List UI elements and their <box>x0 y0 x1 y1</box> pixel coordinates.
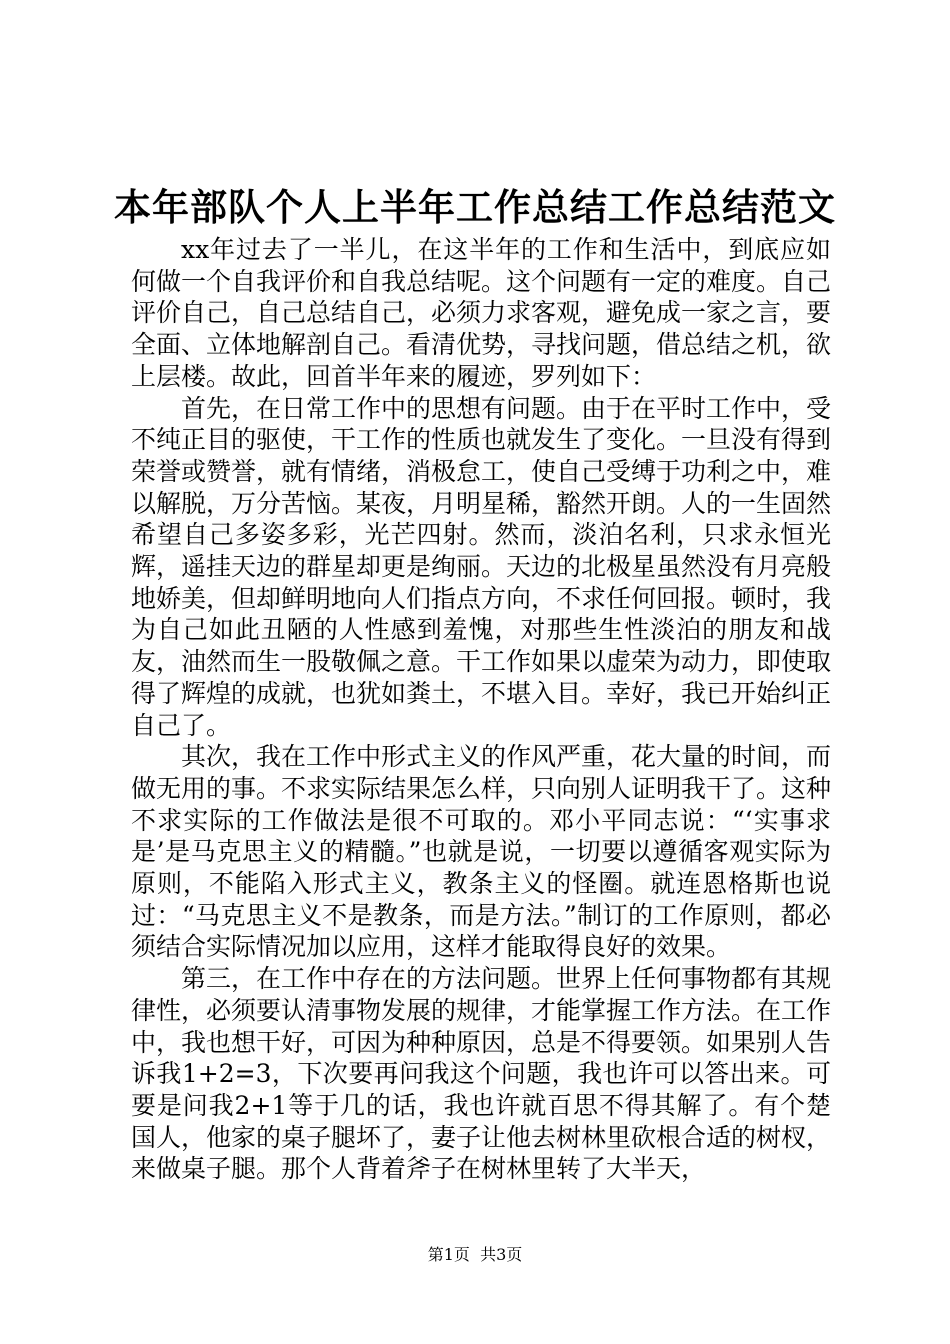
paragraph-intro: xx年过去了一半儿，在这半年的工作和生活中，到底应如何做一个自我评价和自我总结呢。这个问题有一定的难度。自己评价自己，自己总结自己，必须力求客观，避免成一家之言，要全面、立体地解剖自己。看清优势，寻找问题，借总结之机，欲上层楼。故此，回首半年来的履迹，罗列如下： <box>131 235 832 391</box>
document-body <box>131 234 831 1185</box>
document-title: 本年部队个人上半年工作总结工作总结范文 <box>114 185 836 229</box>
paragraph-third: 第三，在工作中存在的方法问题。世界上任何事物都有其规律性，必须要认清事物发展的规律，才能掌握工作方法。在工作中，我也想干好，可因为种种原因，总是不得要领。如果别人告诉我1+2=3，下次要再问我这个问题，我也许可以答出来。可要是问我2+1等于几的话，我也许就百思不得其解了。有个楚国人，他家的桌子腿坏了，妻子让他去树林里砍根合适的树杈，来做桌子腿。那个人背着斧子在树林里转了大半天， <box>131 964 832 1184</box>
page-footer: 第1页 共3页 <box>427 1245 523 1264</box>
paragraph-second: 其次，我在工作中形式主义的作风严重，花大量的时间，而做无用的事。不求实际结果怎么样，只向别人证明我干了。这种不求实际的工作做法是很不可取的。邓小平同志说：“‘实事求是’是马克思主义的精髓。”也就是说，一切要以遵循客观实际为原则，不能陷入形式主义，教条主义的怪圈。就连恩格斯也说过：“马克思主义不是教条，而是方法。”制订的工作原则，都必须结合实际情况加以应用，这样才能取得良好的效果。 <box>131 742 832 962</box>
paragraph-first: 首先，在日常工作中的思想有问题。由于在平时工作中，受不纯正目的驱使，干工作的性质也就发生了变化。一旦没有得到荣誉或赞誉，就有情绪，消极怠工，使自己受缚于功利之中，难以解脱，万分苦恼。某夜，月明星稀，豁然开朗。人的一生固然希望自己多姿多彩，光芒四射。然而，淡泊名利，只求永恒光辉，遥挂天边的群星却更是绚丽。天边的北极星虽然没有月亮般地娇美，但却鲜明地向人们指点方向，不求任何回报。顿时，我为自己如此丑陋的人性感到羞愧，对那些生性淡泊的朋友和战友，油然而生一股敬佩之意。干工作如果以虚荣为动力，即使取得了辉煌的成就，也犹如粪土，不堪入目。幸好，我已开始纠正自己了。 <box>131 393 832 740</box>
